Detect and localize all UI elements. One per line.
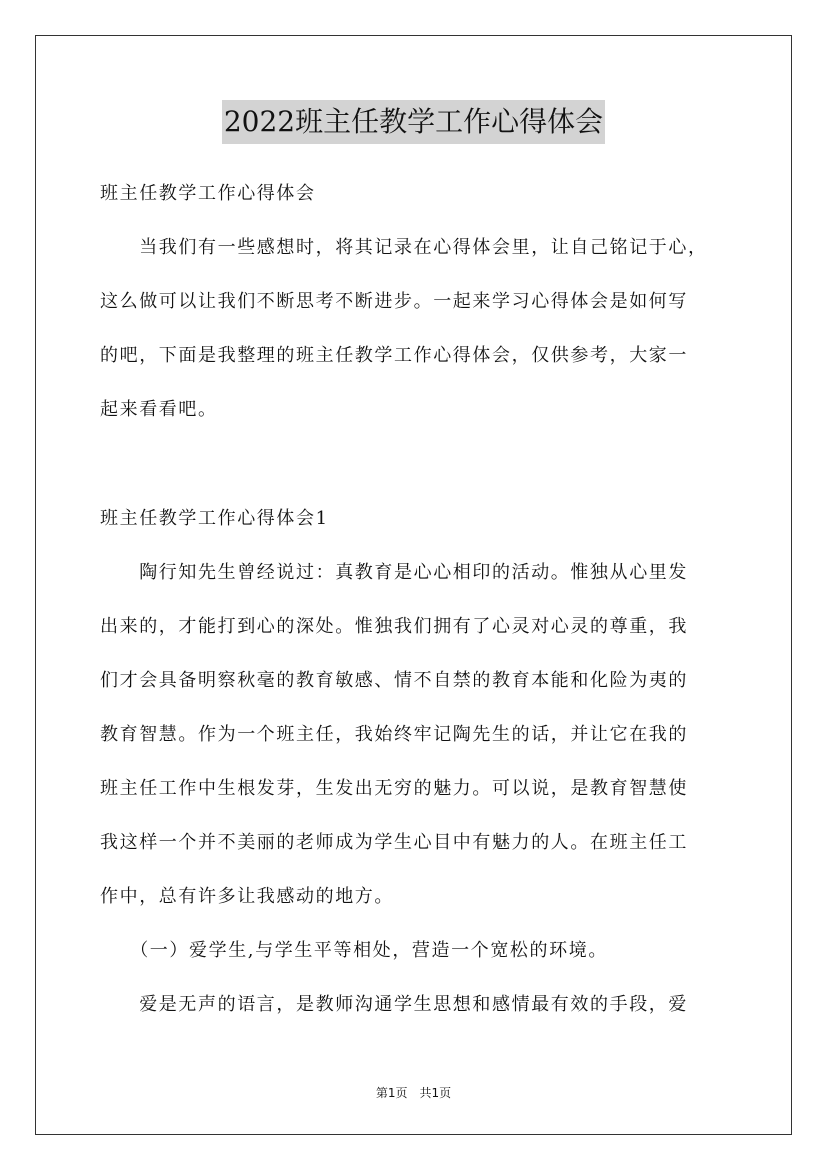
body-line: 陶行知先生曾经说过：真教育是心心相印的活动。惟独从心里发	[100, 562, 688, 583]
section-heading: 班主任教学工作心得体会1	[100, 508, 329, 529]
body-line: 作中，总有许多让我感动的地方。	[100, 886, 394, 907]
subheading-line: （一）爱学生,与学生平等相处，营造一个宽松的环境。	[100, 940, 608, 961]
intro-line: 起来看看吧。	[100, 399, 218, 420]
body-line: 我这样一个并不美丽的老师成为学生心目中有魅力的人。在班主任工	[100, 832, 688, 853]
intro-line: 这么做可以让我们不断思考不断进步。一起来学习心得体会是如何写	[100, 291, 688, 312]
body-line: 出来的，才能打到心的深处。惟独我们拥有了心灵对心灵的尊重，我	[100, 616, 688, 637]
body-line: 教育智慧。作为一个班主任，我始终牢记陶先生的话，并让它在我的	[100, 724, 688, 745]
intro-line: 的吧，下面是我整理的班主任教学工作心得体会，仅供参考，大家一	[100, 345, 688, 366]
document-subtitle: 班主任教学工作心得体会	[100, 183, 316, 204]
body-line: 们才会具备明察秋毫的教育敏感、情不自禁的教育本能和化险为夷的	[100, 670, 688, 691]
body-line: 班主任工作中生根发芽，生发出无穷的魅力。可以说，是教育智慧使	[100, 778, 688, 799]
title-container	[0, 100, 827, 144]
page-footer: 第1页 共1页	[375, 1086, 452, 1100]
intro-line: 当我们有一些感想时，将其记录在心得体会里，让自己铭记于心，	[100, 237, 708, 258]
document-title: 2022班主任教学工作心得体会	[222, 100, 605, 144]
body-line: 爱是无声的语言，是教师沟通学生思想和感情最有效的手段，爱	[100, 994, 688, 1015]
